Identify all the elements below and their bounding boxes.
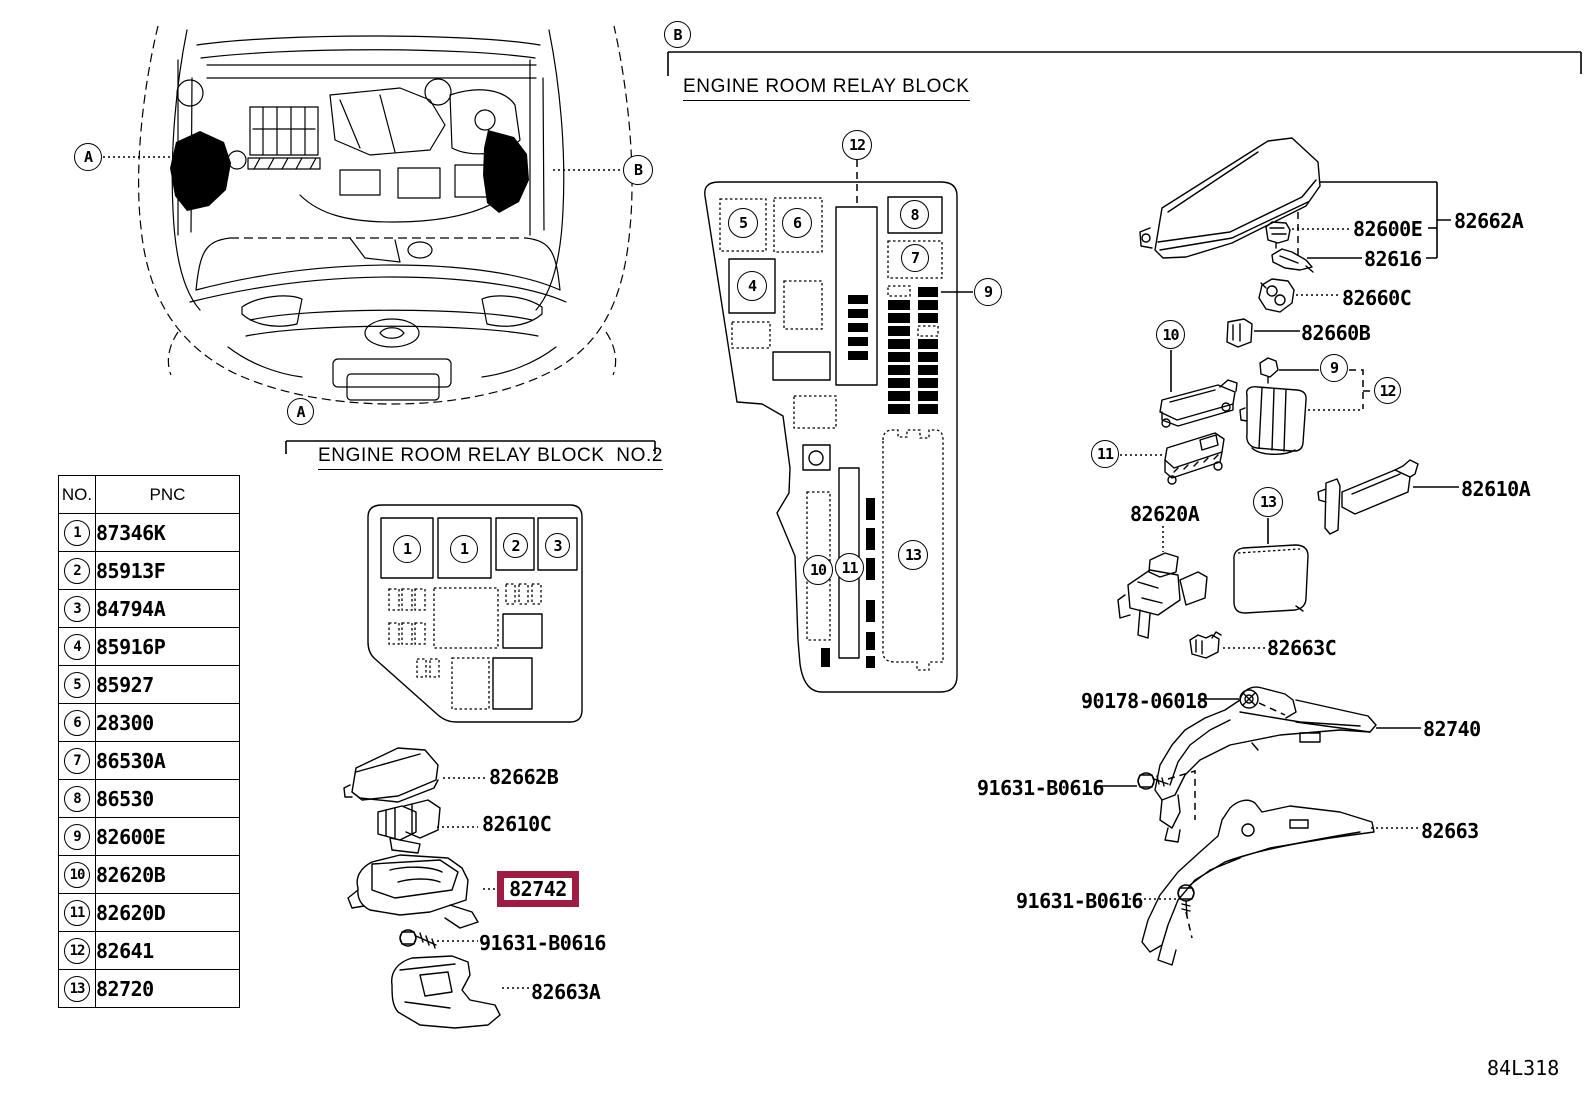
table-row[interactable] (59, 552, 240, 590)
pnc-cell[interactable]: 85927 (96, 666, 240, 704)
part-label-90178-06018[interactable]: 90178-06018 (1081, 689, 1208, 713)
block-a-callout-2: 2 (503, 533, 528, 558)
car-diagram (103, 26, 632, 404)
part-label-82663c[interactable]: 82663C (1267, 636, 1337, 660)
table-header-no: NO. (59, 476, 96, 514)
parts-table (58, 475, 240, 1008)
row-number-badge: 2 (64, 558, 90, 584)
block-b-callout-4: 4 (737, 271, 767, 301)
part-82663a-drawing (392, 956, 500, 1028)
part-label-82610c[interactable]: 82610C (482, 812, 552, 836)
part-label-82660b[interactable]: 82660B (1301, 321, 1371, 345)
part-82662a-drawing (1140, 138, 1320, 258)
table-header-pnc: PNC (96, 476, 240, 514)
relay-block-diagram-b (705, 160, 973, 692)
pnc-cell[interactable]: 85913F (96, 552, 240, 590)
part-82660b-drawing (1227, 319, 1252, 347)
pnc-cell[interactable]: 86530 (96, 780, 240, 818)
row-number-badge: 8 (64, 786, 90, 812)
block-b-callout-11: 11 (835, 553, 864, 582)
part-82742-drawing (348, 855, 478, 928)
block-b-callout-6: 6 (782, 208, 812, 238)
part-label-82663a[interactable]: 82663A (531, 980, 601, 1004)
part-label-82620a[interactable]: 82620A (1130, 502, 1200, 526)
table-row[interactable] (59, 590, 240, 628)
section-a-title: ENGINE ROOM RELAY BLOCK NO.2 (318, 445, 663, 470)
row-number-badge: 11 (64, 900, 90, 926)
part-label-82610a[interactable]: 82610A (1461, 477, 1531, 501)
pnc-cell[interactable]: 82641 (96, 932, 240, 970)
bolt-drawing-1 (1138, 773, 1168, 789)
clip-9-drawing (1260, 358, 1278, 383)
part-label-82740[interactable]: 82740 (1423, 717, 1481, 741)
part-82600e-drawing (1266, 222, 1290, 248)
section-b-title: ENGINE ROOM RELAY BLOCK (683, 76, 970, 101)
part-12-drawing (1240, 387, 1306, 455)
car-callout-b: B (623, 155, 653, 185)
row-number-badge: 10 (64, 862, 90, 888)
part-label-91631-b0616-2[interactable]: 91631-B0616 (1016, 889, 1143, 913)
table-row[interactable] (59, 780, 240, 818)
block-b-callout-8: 8 (900, 200, 929, 229)
part-82663c-drawing (1190, 632, 1221, 658)
part-label-82742: 82742 (509, 877, 567, 901)
table-row[interactable] (59, 818, 240, 856)
row-number-badge: 4 (64, 634, 90, 660)
table-row[interactable] (59, 514, 240, 552)
exploded-callout-9: 9 (1320, 354, 1348, 382)
row-number-badge: 6 (64, 710, 90, 736)
part-label-82660c[interactable]: 82660C (1342, 286, 1412, 310)
table-row[interactable] (59, 894, 240, 932)
pnc-cell[interactable]: 84794A (96, 590, 240, 628)
part-82662b-drawing (344, 748, 438, 802)
exploded-callout-11: 11 (1091, 440, 1119, 468)
block-b-callout-12: 12 (842, 130, 872, 160)
table-row[interactable] (59, 742, 240, 780)
table-row[interactable] (59, 856, 240, 894)
exploded-callout-10: 10 (1156, 320, 1185, 349)
block-b-callout-7: 7 (901, 244, 929, 272)
row-number-badge: 1 (64, 520, 90, 546)
row-number-badge: 13 (64, 976, 90, 1002)
table-row[interactable] (59, 704, 240, 742)
pnc-cell[interactable]: 82600E (96, 818, 240, 856)
part-82620a-drawing (1118, 553, 1207, 638)
row-number-badge: 12 (64, 938, 90, 964)
figure-code: 84L318 (1487, 1056, 1560, 1080)
pnc-cell[interactable]: 28300 (96, 704, 240, 742)
table-row[interactable] (59, 970, 240, 1008)
exploded-callout-13: 13 (1253, 487, 1283, 517)
part-label-91631-b0616-1[interactable]: 91631-B0616 (977, 776, 1104, 800)
part-82610a-drawing (1318, 460, 1418, 534)
block-b-callout-10: 10 (803, 555, 833, 585)
table-header-row (59, 476, 240, 514)
part-label-91631-b0616-a[interactable]: 91631-B0616 (479, 931, 606, 955)
pnc-cell[interactable]: 82620B (96, 856, 240, 894)
part-82610c-drawing (378, 800, 440, 853)
part-82660c-drawing (1259, 279, 1294, 312)
part-label-82662a[interactable]: 82662A (1454, 209, 1524, 233)
table-row[interactable] (59, 628, 240, 666)
pnc-cell[interactable]: 82720 (96, 970, 240, 1008)
part-label-82663[interactable]: 82663 (1421, 819, 1479, 843)
pnc-cell[interactable]: 87346K (96, 514, 240, 552)
row-number-badge: 7 (64, 748, 90, 774)
row-number-badge: 5 (64, 672, 90, 698)
highlighted-part-box-82742[interactable] (497, 871, 579, 907)
car-callout-a: A (74, 143, 102, 171)
section-a-marker: A (287, 398, 314, 425)
part-13-drawing (1234, 545, 1308, 613)
part-label-82662b[interactable]: 82662B (489, 765, 559, 789)
table-row[interactable] (59, 932, 240, 970)
part-82616-drawing (1272, 249, 1313, 272)
block-a-callout-1: 1 (393, 535, 421, 563)
pnc-cell[interactable]: 86530A (96, 742, 240, 780)
row-number-badge: 3 (64, 596, 90, 622)
bolt-drawing-a (400, 930, 436, 948)
block-b-callout-5: 5 (728, 208, 758, 238)
row-number-badge: 9 (64, 824, 90, 850)
part-82663-drawing (1142, 800, 1374, 965)
block-a-callout-1b: 1 (450, 535, 478, 563)
pnc-cell[interactable]: 82620D (96, 894, 240, 932)
part-label-82616[interactable]: 82616 (1364, 247, 1422, 271)
table-row[interactable] (59, 666, 240, 704)
exploded-callout-12: 12 (1374, 377, 1401, 404)
block-b-callout-9: 9 (974, 278, 1002, 306)
part-11-drawing (1165, 433, 1224, 484)
block-a-callout-3: 3 (545, 533, 570, 558)
block-b-callout-13: 13 (898, 540, 928, 570)
pnc-cell[interactable]: 85916P (96, 628, 240, 666)
section-b-marker: B (664, 21, 691, 48)
part-label-82600e[interactable]: 82600E (1353, 217, 1423, 241)
